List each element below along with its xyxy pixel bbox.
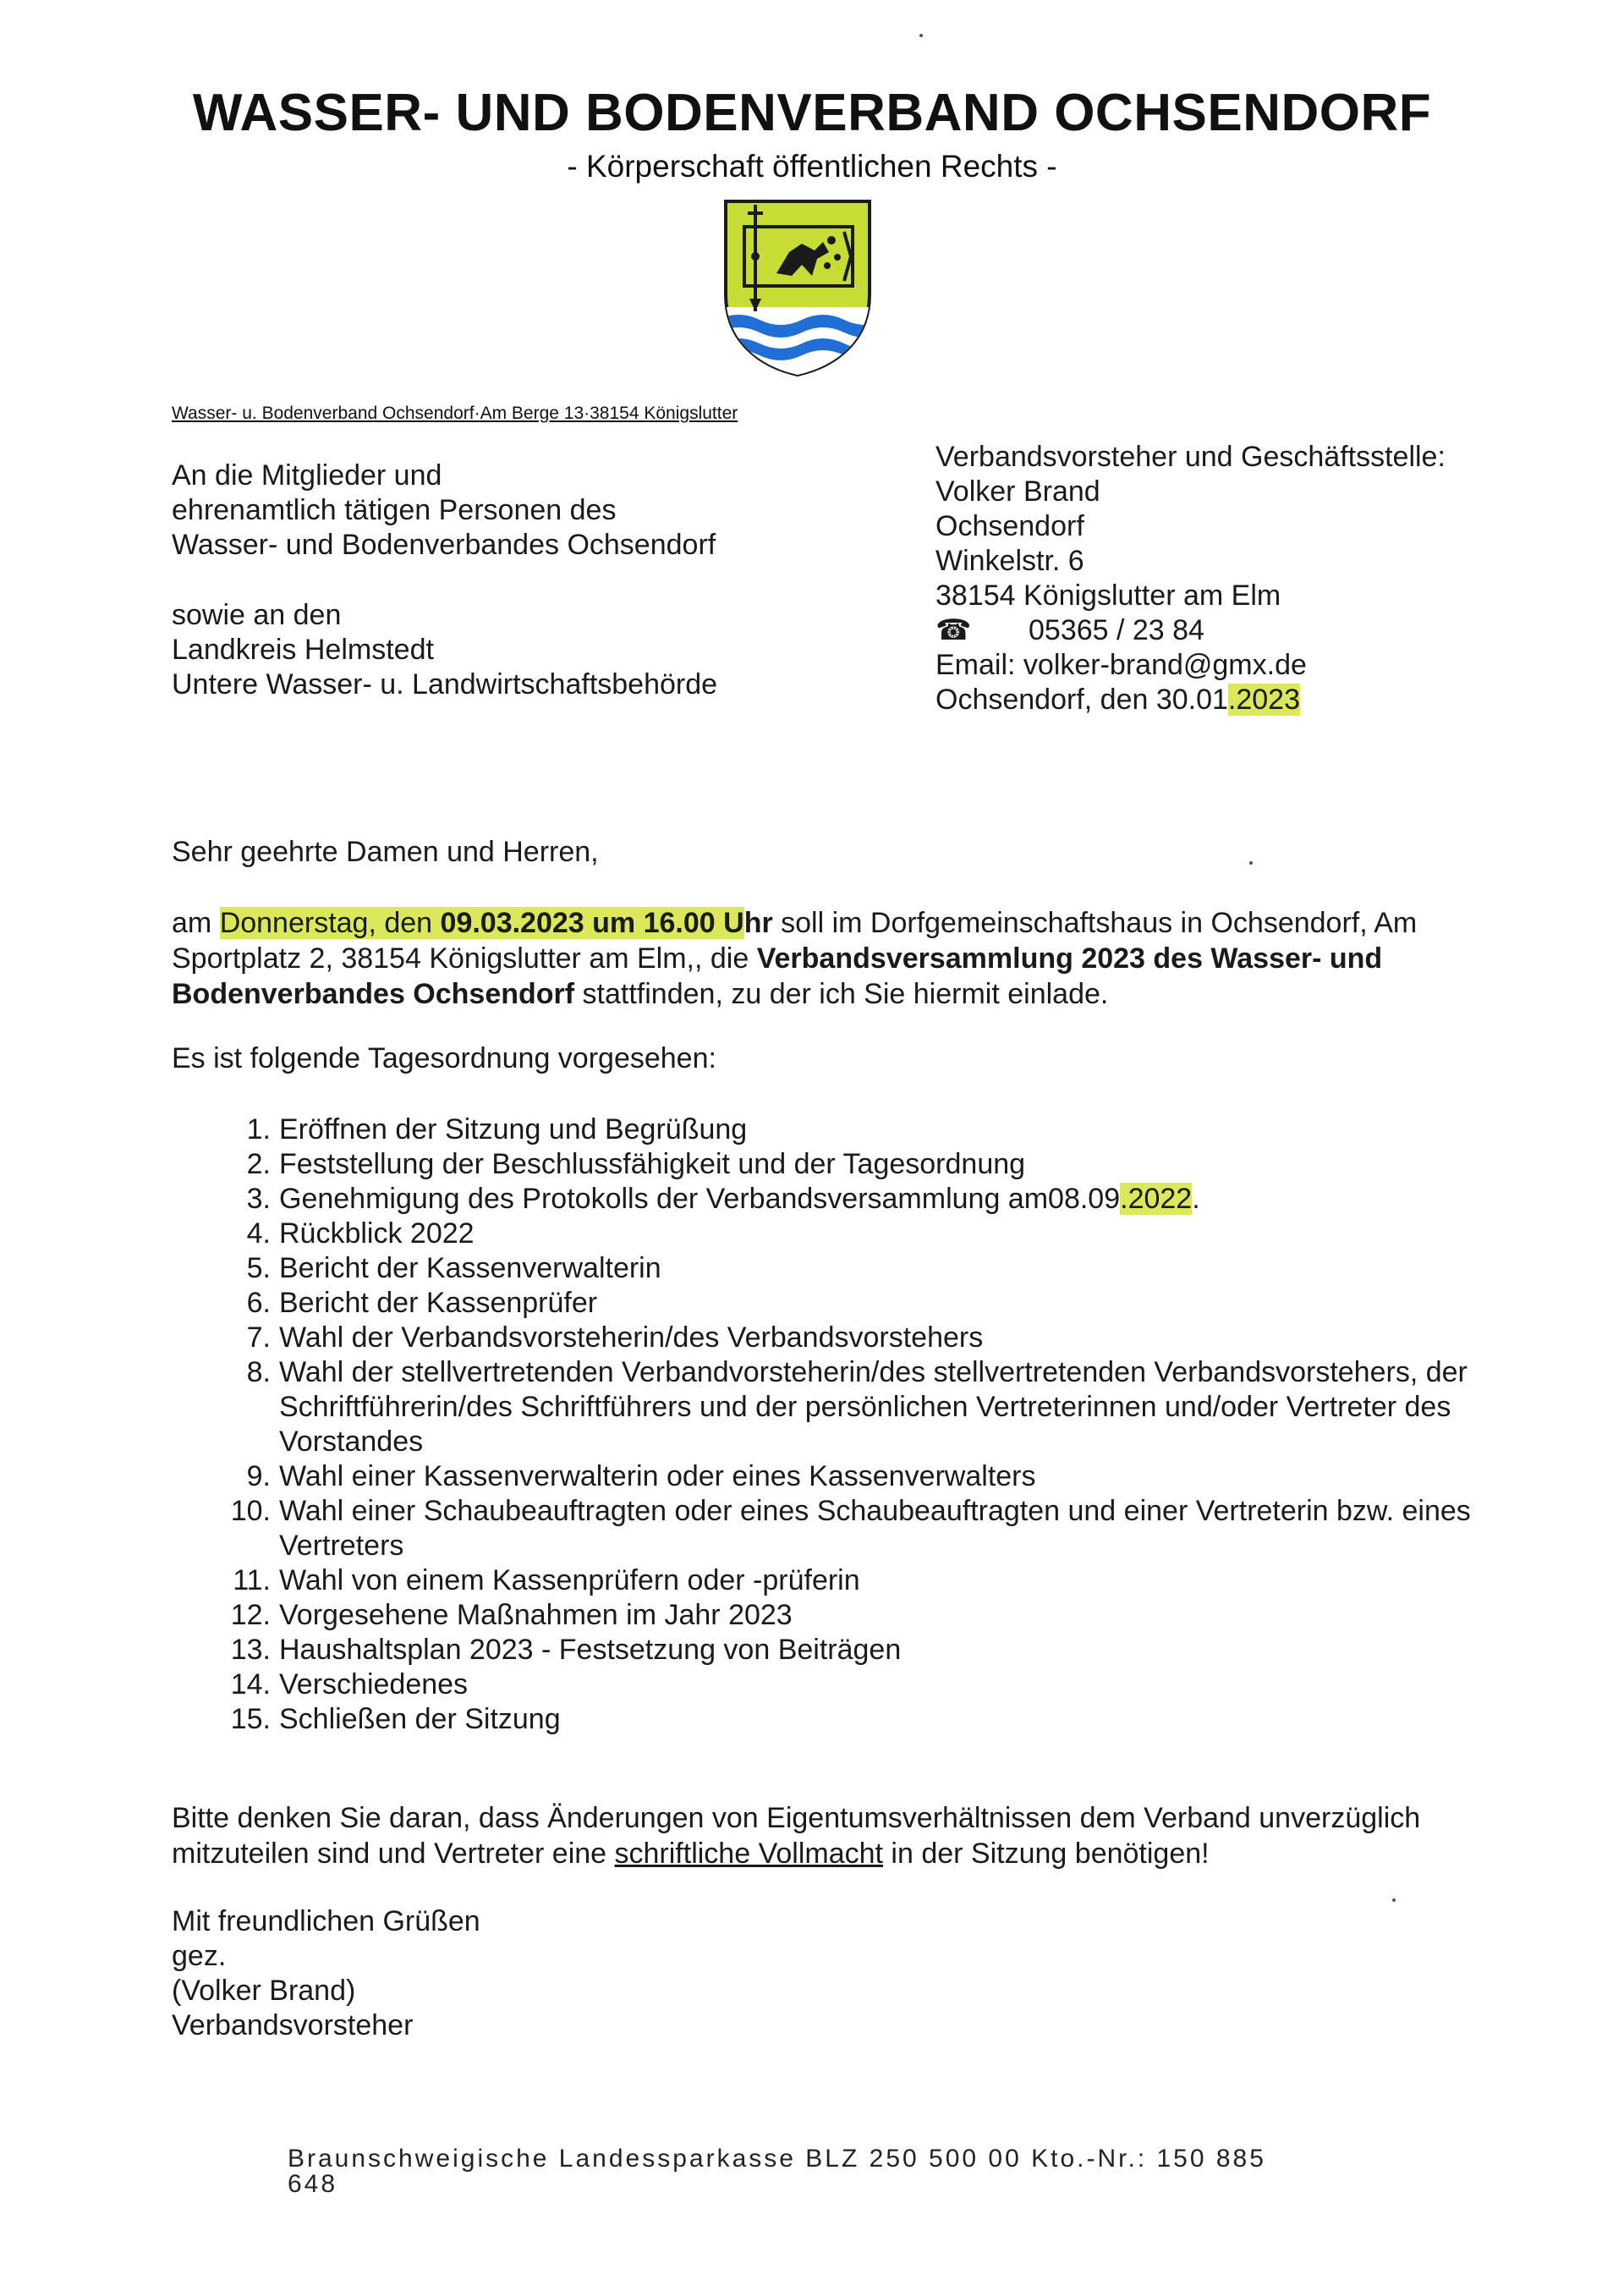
proxy-reminder: Bitte denken Sie daran, dass Änderungen von Eigentumsverhältnissen dem Verband unverzüglich mitzuteilen sind und Vertreter eine schriftliche Vollmacht in der Sitzung benötigen! <box>172 1802 1421 1870</box>
agenda-item: 8. Wahl der stellvertretenden Verbandvorsteherin/des stellvertretenden Verbandsvorstehers, der Schriftführerin/des Schriftführers und der persönlichen Vertreterinnen und/oder Vertreter des Vorstandes <box>246 1356 1468 1458</box>
protocol-year-highlight: .2022 <box>1120 1183 1193 1215</box>
written-proxy-underlined: schriftliche Vollmacht <box>614 1838 883 1870</box>
recipient-line: An die Mitglieder und <box>172 459 442 492</box>
recipient-line: sowie an den <box>172 599 342 631</box>
agenda-item: 2. Feststellung der Beschlussfähigkeit und der Tagesordnung <box>246 1148 1026 1180</box>
scan-speck <box>919 34 923 37</box>
contact-phone: 05365 / 23 84 <box>1029 614 1204 646</box>
signer-name: (Volker Brand) <box>172 1975 356 2007</box>
recipient-line: Untere Wasser- u. Landwirtschaftsbehörde <box>172 668 718 700</box>
contact-name: Volker Brand <box>935 475 1100 508</box>
recipient-address <box>172 459 717 702</box>
agenda-list <box>213 1113 1490 1737</box>
contact-heading: Verbandsvorsteher und Geschäftsstelle: <box>935 441 1446 473</box>
contact-email: Email: volker-brand@gmx.de <box>935 649 1307 681</box>
letter-date: Ochsendorf, den 30.01.2023 <box>935 684 1301 716</box>
meeting-name: Verbandsversammlung 2023 des Wasser- und Bodenverbandes Ochsendorf <box>172 942 1383 1010</box>
agenda-item: 1. Eröffnen der Sitzung und Begrüßung <box>246 1113 748 1146</box>
agenda-item: 14. Verschiedenes <box>230 1668 469 1700</box>
agenda-item: 13. Haushaltsplan 2023 - Festsetzung von Beiträgen <box>230 1634 902 1666</box>
agenda-item: 15. Schließen der Sitzung <box>230 1703 561 1735</box>
scan-speck <box>1249 861 1253 865</box>
signature-gez: gez. <box>172 1940 227 1972</box>
scan-speck <box>1392 1898 1396 1902</box>
agenda-item: 5. Bericht der Kassenverwalterin <box>246 1252 661 1284</box>
sender-address-line: Wasser- u. Bodenverband Ochsendorf·Am Berge 13·38154 Königslutter <box>172 404 738 423</box>
agenda-item: 3. Genehmigung des Protokolls der Verbandsversammlung am08.09.2022. <box>246 1183 1200 1215</box>
agenda-item: 12. Vorgesehene Maßnahmen im Jahr 2023 <box>230 1599 793 1631</box>
closing-salutation: Mit freundlichen Grüßen <box>172 1905 480 1937</box>
signer-role: Verbandsvorsteher <box>172 2009 414 2041</box>
organization-subtitle: - Körperschaft öffentlichen Rechts - <box>567 149 1057 184</box>
contact-block <box>935 440 1446 717</box>
footer-bank-line: Braunschweigische Landessparkasse BLZ 250 500 00 Kto.-Nr.: 150 885 648 <box>288 2145 1266 2198</box>
invitation-paragraph: am Donnerstag, den 09.03.2023 um 16.00 Uhr soll im Dorfgemeinschaftshaus in Ochsendorf, Am Sportplatz 2, 38154 Königslutter am Elm,, die Verbandsversammlung 2023 des Wasser- und Bodenverbandes Ochsendorf stattfinden, zu der ich Sie hiermit einlade. <box>172 907 1418 1010</box>
agenda-item: 11. Wahl von einem Kassenprüfern oder -prüferin <box>233 1564 860 1596</box>
coat-of-arms-logo <box>717 193 878 379</box>
organization-title: WASSER- UND BODENVERBAND OCHSENDORF <box>192 84 1432 142</box>
letter-greeting: Sehr geehrte Damen und Herren, <box>172 836 599 868</box>
agenda-item: 7. Wahl der Verbandsvorsteherin/des Verbandsvorstehers <box>246 1321 984 1354</box>
contact-phone-row <box>935 613 1446 648</box>
recipient-line: ehrenamtlich tätigen Personen des <box>172 494 617 526</box>
letter-closing <box>172 1904 1491 2043</box>
agenda-item: 10. Wahl einer Schaubeauftragten oder eines Schaubeauftragten und einer Vertreterin bzw. eines Vertreters <box>230 1495 1471 1562</box>
contact-city: 38154 Königslutter am Elm <box>935 580 1281 612</box>
phone-icon: ☎ <box>935 614 972 646</box>
contact-street: Winkelstr. 6 <box>935 545 1084 577</box>
meeting-date-highlight: Donnerstag, den 09.03.2023 um 16.00 U <box>219 907 744 939</box>
agenda-item: 6. Bericht der Kassenprüfer <box>246 1287 598 1319</box>
agenda-intro: Es ist folgende Tagesordnung vorgesehen: <box>172 1042 716 1074</box>
agenda-item: 9. Wahl einer Kassenverwalterin oder eines Kassenverwalters <box>246 1460 1036 1492</box>
recipient-line: Landkreis Helmstedt <box>172 634 434 666</box>
recipient-line: Wasser- und Bodenverbandes Ochsendorf <box>172 529 716 561</box>
date-year-highlight: .2023 <box>1227 684 1301 716</box>
contact-place: Ochsendorf <box>935 510 1084 542</box>
agenda-item: 4. Rückblick 2022 <box>246 1217 475 1250</box>
